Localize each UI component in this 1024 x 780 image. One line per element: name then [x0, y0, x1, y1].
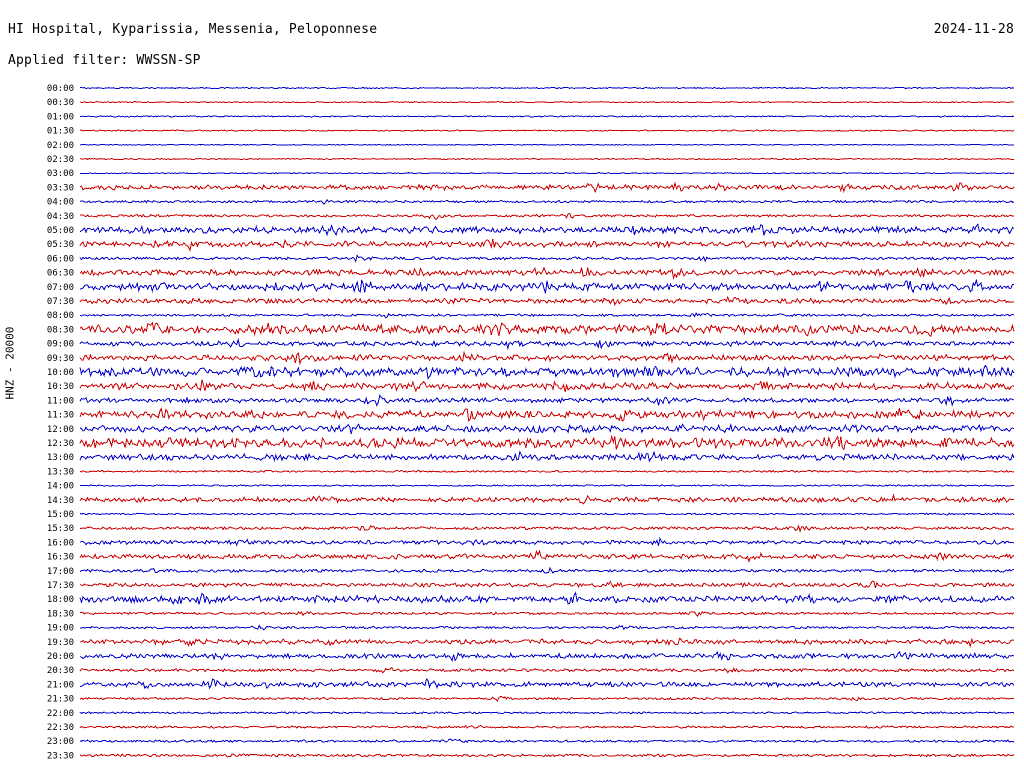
svg-text:13:00: 13:00	[46, 453, 74, 464]
svg-text:10:00: 10:00	[46, 368, 74, 378]
svg-text:14:30: 14:30	[46, 495, 74, 506]
svg-text:21:00: 21:00	[46, 680, 74, 691]
svg-text:10:30: 10:30	[46, 382, 74, 393]
svg-text:05:00: 05:00	[46, 226, 74, 236]
svg-text:15:30: 15:30	[46, 524, 74, 535]
svg-text:17:00: 17:00	[46, 566, 74, 577]
svg-text:07:00: 07:00	[46, 282, 74, 293]
svg-text:16:30: 16:30	[46, 552, 74, 563]
svg-text:11:30: 11:30	[46, 410, 74, 421]
helicorder-plot	[0, 78, 1024, 778]
svg-text:20:30: 20:30	[46, 666, 74, 677]
svg-text:03:30: 03:30	[46, 183, 74, 194]
svg-text:15:00: 15:00	[46, 510, 74, 520]
svg-text:21:30: 21:30	[46, 694, 74, 705]
svg-text:12:30: 12:30	[46, 439, 74, 449]
svg-text:23:00: 23:00	[46, 737, 74, 748]
svg-text:02:00: 02:00	[46, 140, 74, 151]
svg-text:08:30: 08:30	[46, 325, 74, 336]
svg-text:04:30: 04:30	[46, 211, 74, 222]
svg-text:03:00: 03:00	[46, 169, 74, 180]
svg-text:13:30: 13:30	[46, 467, 74, 478]
page-title: HI Hospital, Kyparissia, Messenia, Peloponnese	[8, 22, 378, 37]
filter-label: Applied filter: WWSSN-SP	[8, 53, 201, 68]
svg-text:05:30: 05:30	[46, 240, 74, 251]
svg-text:19:30: 19:30	[46, 637, 74, 648]
svg-text:12:00: 12:00	[46, 424, 74, 435]
svg-text:00:00: 00:00	[46, 84, 74, 94]
date-label: 2024-11-28	[933, 22, 1014, 37]
svg-text:09:30: 09:30	[46, 353, 74, 364]
svg-text:22:00: 22:00	[46, 708, 74, 719]
svg-text:11:00: 11:00	[46, 396, 74, 407]
svg-text:01:00: 01:00	[46, 112, 74, 123]
seismogram-traces	[0, 78, 1024, 778]
svg-text:23:30: 23:30	[46, 751, 74, 762]
svg-text:18:30: 18:30	[46, 609, 74, 620]
svg-text:00:30: 00:30	[46, 98, 74, 109]
svg-text:08:00: 08:00	[46, 311, 74, 322]
chart-header	[0, 0, 1024, 78]
svg-text:22:30: 22:30	[46, 723, 74, 733]
svg-text:01:30: 01:30	[46, 126, 74, 137]
svg-text:06:00: 06:00	[46, 254, 74, 265]
svg-text:02:30: 02:30	[46, 155, 74, 165]
svg-text:20:00: 20:00	[46, 652, 74, 662]
svg-text:17:30: 17:30	[46, 581, 74, 591]
svg-text:09:00: 09:00	[46, 339, 74, 350]
svg-text:16:00: 16:00	[46, 538, 74, 549]
svg-text:06:30: 06:30	[46, 268, 74, 279]
svg-text:14:00: 14:00	[46, 481, 74, 492]
svg-text:04:00: 04:00	[46, 197, 74, 208]
y-axis-label: HNZ - 20000	[3, 326, 17, 400]
svg-text:19:00: 19:00	[46, 623, 74, 634]
svg-text:07:30: 07:30	[46, 297, 74, 307]
svg-text:18:00: 18:00	[46, 595, 74, 606]
